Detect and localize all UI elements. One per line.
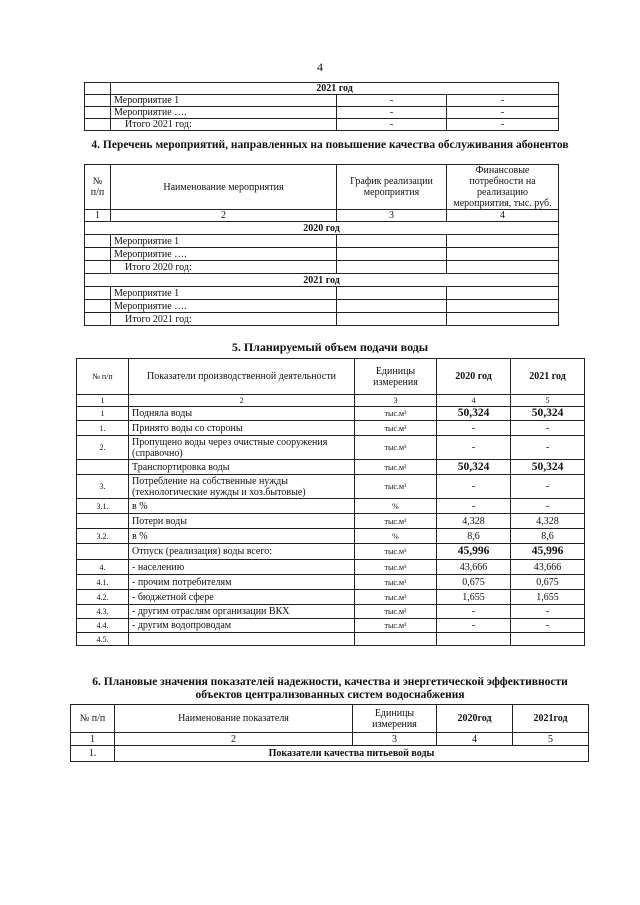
row-label: Мероприятие 1 (111, 95, 337, 107)
top-table: 2021 год Мероприятие 1 - - Мероприятие …. - - Итого 2021 год: - - (84, 82, 559, 131)
table-row: 4.5. (77, 633, 585, 646)
section6-title: 6. Плановые значения показателей надежности, качества и энергетической эффективности объектов централизованных систем водоснабжения (92, 676, 568, 701)
table-row: 4.4. - другим водопроводам тыс.м³ - - (77, 619, 585, 633)
year-header: 2021 год (111, 83, 559, 95)
table-row: 1. Принято воды со стороны тыс.м³ - - (77, 421, 585, 436)
section6-table: № п/п Наименование показателя Единицы измерения 2020год 2021год 1 2 3 4 5 1. Показатели качества питьевой воды (70, 704, 589, 762)
page-number: 4 (317, 60, 323, 74)
table-row: Транспортировка воды тыс.м³ 50,324 50,324 (77, 460, 585, 475)
row-label: Мероприятие …. (111, 107, 337, 119)
quality-indicators-header: Показатели качества питьевой воды (115, 746, 589, 762)
year-header: 2020 год (85, 222, 559, 235)
table-row: 2. Пропущено воды через очистные сооружения (справочно) тыс.м³ - - (77, 436, 585, 460)
section4-table: № п/п Наименование мероприятия График реализации мероприятия Финансовые потребности на реализацию мероприятия, тыс. руб. 1 2 3 4 2020 год Мероприятие 1 Мероприятие …. Итого 2020 год: 2021 год Мероприятие 1 Мероприятие …. Итого 2021 год: (84, 164, 559, 326)
table-row: 3. Потребление на собственные нужды (технологические нужды и хоз.бытовые) тыс.м³ - - (77, 475, 585, 499)
section5-title: 5. Планируемый объем подачи воды (231, 340, 429, 354)
year-header: 2021 год (85, 274, 559, 287)
table-row: 4.1. - прочим потребителям тыс.м³ 0,675 0,675 (77, 575, 585, 590)
table-row: 3.2. в % % 8,6 8,6 (77, 529, 585, 544)
table-row: 3.1. в % % - - (77, 499, 585, 514)
section5-table: № п/п Показатели производственной деятельности Единицы измерения 2020 год 2021 год 1 2 3 4 5 1 Подняла воды тыс.м³ 50,324 50,324 1. Принято воды со стороны тыс.м³ - - 2. Пропущено воды через очистные сооружения (справочно) тыс.м³ - - Транспортировка воды тыс.м³ 50,324 50,324 3. Потребление на собственные нужды (технологические нужды и хоз.бытовые) тыс.м³ - - 3.1. в % % - - Потери воды тыс.м³ 4,328 4,328 3.2. в % % 8,6 8,6 Отпуск (реализация) воды всего: тыс.м³ 45,996 45,996 4. - населению тыс.м³ 43,666 43,666 4.1. - прочим потребителям тыс.м³ 0,675 0,675 4.2. - бюджетной сфере тыс.м³ 1,655 1,655 4.3. - другим отраслям организации ВКХ тыс.м³ - - 4.4. - другим водопроводам тыс.м³ - - 4.5. (76, 358, 585, 646)
table-row: 1 Подняла воды тыс.м³ 50,324 50,324 (77, 407, 585, 421)
table-row: 4.2. - бюджетной сфере тыс.м³ 1,655 1,655 (77, 590, 585, 605)
table-row: Потери воды тыс.м³ 4,328 4,328 (77, 514, 585, 529)
table-row: Отпуск (реализация) воды всего: тыс.м³ 45,996 45,996 (77, 544, 585, 560)
row-label: Итого 2021 год: (111, 119, 337, 131)
section4-title: 4. Перечень мероприятий, направленных на повышение качества обслуживания абонентов (91, 139, 569, 151)
table-row: 4. - населению тыс.м³ 43,666 43,666 (77, 560, 585, 575)
table-row: 4.3. - другим отраслям организации ВКХ тыс.м³ - - (77, 605, 585, 619)
